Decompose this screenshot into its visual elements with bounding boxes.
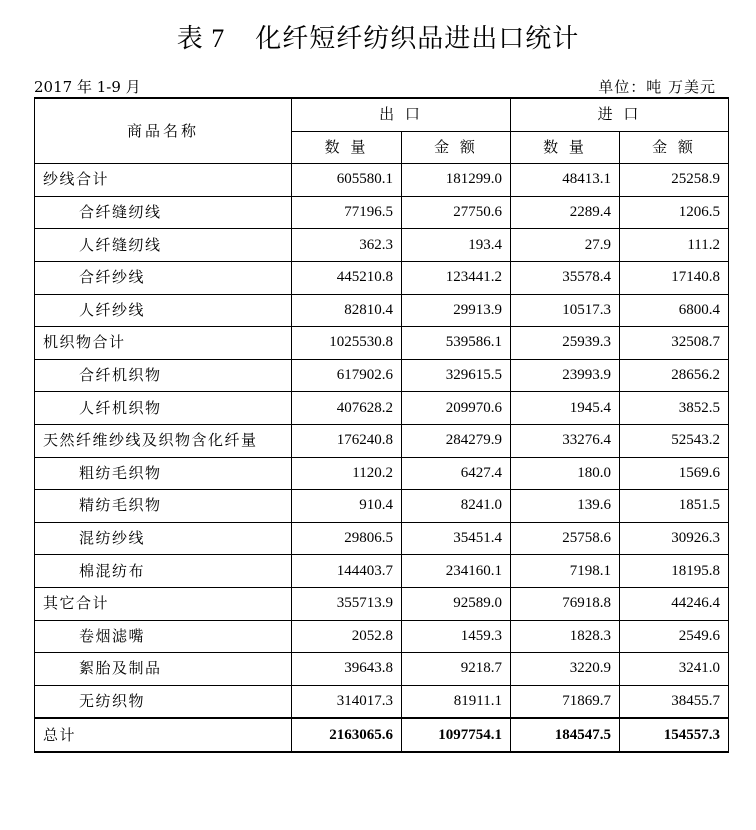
import-amt: 25258.9	[620, 164, 729, 197]
period-label: 2017 年 1-9 月	[34, 78, 141, 96]
export-qty: 2052.8	[292, 620, 402, 653]
table-row	[35, 555, 729, 588]
export-amt: 29913.9	[402, 294, 511, 327]
export-amt: 6427.4	[402, 457, 511, 490]
table-row	[35, 490, 729, 523]
import-amt: 1206.5	[620, 196, 729, 229]
row-name: 人纤纱线	[35, 294, 292, 327]
export-qty: 1025530.8	[292, 327, 402, 360]
export-amt: 1459.3	[402, 620, 511, 653]
total-export-amt: 1097754.1	[402, 718, 511, 752]
table-row	[35, 261, 729, 294]
export-amt: 234160.1	[402, 555, 511, 588]
export-qty: 445210.8	[292, 261, 402, 294]
export-qty: 910.4	[292, 490, 402, 523]
export-qty: 176240.8	[292, 424, 402, 457]
import-qty: 35578.4	[511, 261, 620, 294]
import-qty: 180.0	[511, 457, 620, 490]
import-qty: 3220.9	[511, 653, 620, 686]
total-import-qty: 184547.5	[511, 718, 620, 752]
row-name: 卷烟滤嘴	[35, 620, 292, 653]
header-import: 进 口	[511, 98, 729, 131]
export-amt: 81911.1	[402, 685, 511, 718]
row-name: 棉混纺布	[35, 555, 292, 588]
import-qty: 7198.1	[511, 555, 620, 588]
import-amt: 1851.5	[620, 490, 729, 523]
import-amt: 32508.7	[620, 327, 729, 360]
export-amt: 539586.1	[402, 327, 511, 360]
export-qty: 144403.7	[292, 555, 402, 588]
import-qty: 71869.7	[511, 685, 620, 718]
export-amt: 8241.0	[402, 490, 511, 523]
header-import-qty: 数 量	[511, 131, 620, 164]
header-import-amt: 金 额	[620, 131, 729, 164]
table-number: 表 7	[176, 24, 226, 53]
import-amt: 2549.6	[620, 620, 729, 653]
table-row	[35, 522, 729, 555]
export-amt: 193.4	[402, 229, 511, 262]
total-label: 总计	[35, 718, 292, 752]
import-qty: 33276.4	[511, 424, 620, 457]
table-row	[35, 587, 729, 620]
export-qty: 77196.5	[292, 196, 402, 229]
row-name: 合纤机织物	[35, 359, 292, 392]
table-row	[35, 196, 729, 229]
export-qty: 407628.2	[292, 392, 402, 425]
import-amt: 3241.0	[620, 653, 729, 686]
table-row	[35, 164, 729, 197]
export-amt: 123441.2	[402, 261, 511, 294]
import-amt: 18195.8	[620, 555, 729, 588]
header-name: 商品名称	[35, 98, 292, 164]
import-qty: 25758.6	[511, 522, 620, 555]
import-amt: 17140.8	[620, 261, 729, 294]
export-amt: 27750.6	[402, 196, 511, 229]
export-qty: 617902.6	[292, 359, 402, 392]
import-amt: 38455.7	[620, 685, 729, 718]
export-amt: 92589.0	[402, 587, 511, 620]
table-row	[35, 392, 729, 425]
row-name: 合纤缝纫线	[35, 196, 292, 229]
export-qty: 314017.3	[292, 685, 402, 718]
export-amt: 284279.9	[402, 424, 511, 457]
import-qty: 76918.8	[511, 587, 620, 620]
import-qty: 1945.4	[511, 392, 620, 425]
import-amt: 28656.2	[620, 359, 729, 392]
import-amt: 111.2	[620, 229, 729, 262]
row-name: 合纤纱线	[35, 261, 292, 294]
import-qty: 48413.1	[511, 164, 620, 197]
import-qty: 23993.9	[511, 359, 620, 392]
export-qty: 605580.1	[292, 164, 402, 197]
export-qty: 362.3	[292, 229, 402, 262]
export-qty: 1120.2	[292, 457, 402, 490]
export-qty: 82810.4	[292, 294, 402, 327]
table-row	[35, 359, 729, 392]
table-row	[35, 294, 729, 327]
import-amt: 3852.5	[620, 392, 729, 425]
table-row	[35, 424, 729, 457]
table-row	[35, 685, 729, 718]
table-row	[35, 457, 729, 490]
table-row	[35, 653, 729, 686]
import-amt: 30926.3	[620, 522, 729, 555]
row-name: 机织物合计	[35, 327, 292, 360]
unit-label: 单位：吨 万美元	[598, 78, 716, 96]
export-amt: 209970.6	[402, 392, 511, 425]
table-row	[35, 327, 729, 360]
table-title: 化纤短纤纺织品进出口统计	[255, 24, 580, 54]
import-amt: 6800.4	[620, 294, 729, 327]
import-qty: 2289.4	[511, 196, 620, 229]
row-name: 天然纤维纱线及织物含化纤量	[35, 424, 292, 457]
table-row	[35, 229, 729, 262]
total-row	[35, 718, 729, 752]
header-export-qty: 数 量	[292, 131, 402, 164]
import-qty: 10517.3	[511, 294, 620, 327]
row-name: 精纺毛织物	[35, 490, 292, 523]
import-amt: 44246.4	[620, 587, 729, 620]
page-title	[0, 18, 756, 55]
export-qty: 39643.8	[292, 653, 402, 686]
header-export-amt: 金 额	[402, 131, 511, 164]
row-name: 混纺纱线	[35, 522, 292, 555]
trade-table	[34, 97, 729, 753]
import-qty: 27.9	[511, 229, 620, 262]
export-qty: 355713.9	[292, 587, 402, 620]
table-row	[35, 620, 729, 653]
import-qty: 139.6	[511, 490, 620, 523]
export-amt: 9218.7	[402, 653, 511, 686]
total-export-qty: 2163065.6	[292, 718, 402, 752]
header-export: 出 口	[292, 98, 511, 131]
export-amt: 329615.5	[402, 359, 511, 392]
row-name: 人纤缝纫线	[35, 229, 292, 262]
row-name: 无纺织物	[35, 685, 292, 718]
row-name: 粗纺毛织物	[35, 457, 292, 490]
import-amt: 52543.2	[620, 424, 729, 457]
import-qty: 25939.3	[511, 327, 620, 360]
import-amt: 1569.6	[620, 457, 729, 490]
row-name: 絮胎及制品	[35, 653, 292, 686]
export-qty: 29806.5	[292, 522, 402, 555]
total-import-amt: 154557.3	[620, 718, 729, 752]
row-name: 人纤机织物	[35, 392, 292, 425]
import-qty: 1828.3	[511, 620, 620, 653]
row-name: 其它合计	[35, 587, 292, 620]
export-amt: 181299.0	[402, 164, 511, 197]
table-body	[35, 164, 729, 719]
row-name: 纱线合计	[35, 164, 292, 197]
export-amt: 35451.4	[402, 522, 511, 555]
